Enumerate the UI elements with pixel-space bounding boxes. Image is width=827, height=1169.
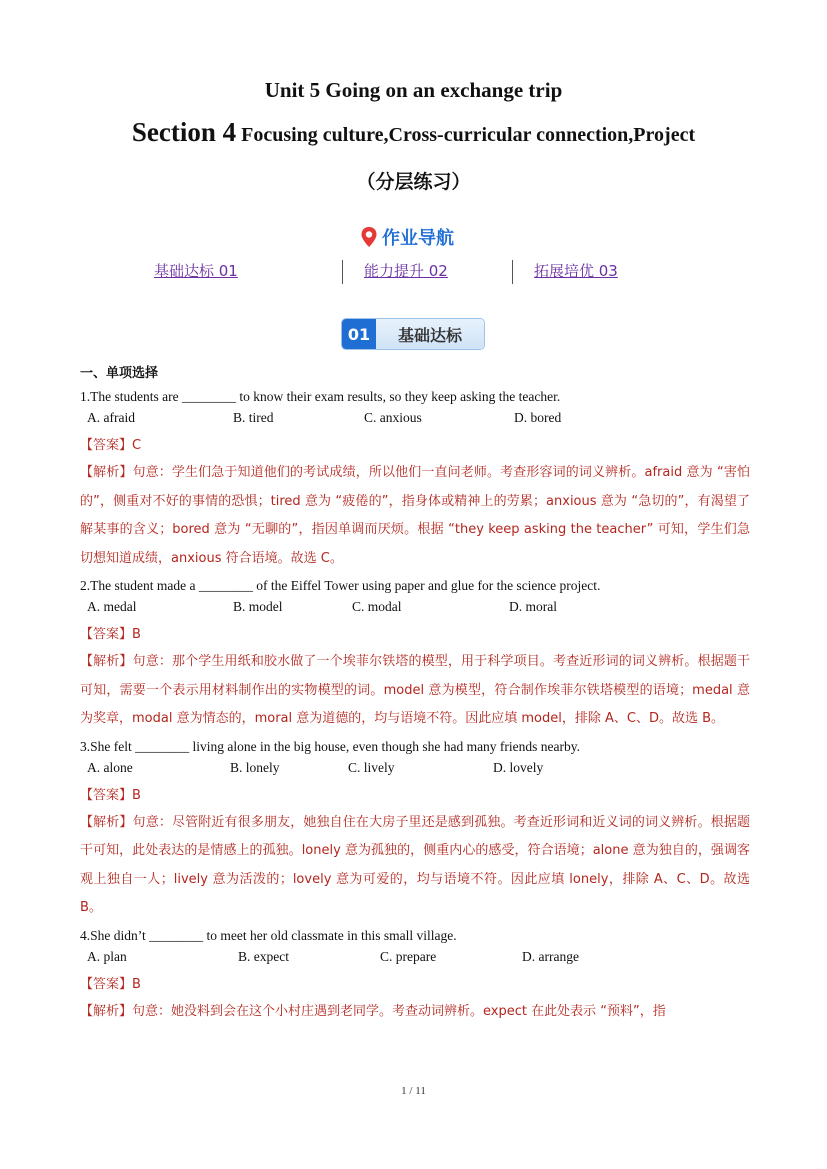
- question-list: [80, 386, 750, 1029]
- question-stem: 2.The student made a ________ of the Eiffel Tower using paper and glue for the science project.: [80, 578, 601, 593]
- section-title: [0, 117, 827, 148]
- option: B. lonely: [230, 759, 280, 775]
- document-title: Unit 5 Going on an exchange trip: [264, 78, 563, 102]
- question-options: [80, 599, 750, 624]
- question-stem: 3.She felt ________ living alone in the big house, even though she had many friends nearby.: [80, 738, 581, 754]
- answer: 【答案】B: [80, 787, 141, 803]
- answer: 【答案】B: [80, 976, 141, 992]
- nav-link-ability[interactable]: 能力提升 02: [364, 262, 448, 280]
- section-subtitle: Focusing culture,Cross-curricular connection,Project: [236, 124, 696, 146]
- option: B. tired: [233, 410, 274, 425]
- nav-divider: [512, 260, 513, 284]
- question-options: [80, 410, 750, 435]
- option: D. moral: [509, 599, 557, 614]
- explanation: 【解析】句意：尽管附近有很多朋友，她独自住在大房子里还是感到孤独。考查近形词和近义词的词义辨析。根据题干可知，此处表达的是情感上的孤独。lonely 意为孤独的，侧重内心的感受，符合语境；alone 意为独自的，强调客观上独自一人；lively 意为活泼的；lovely 意为可爱的，均与语境不符。因此应填 lonely，排除 A、C、D。故选 B。: [80, 814, 750, 915]
- section-heading: 一、单项选择: [80, 366, 159, 381]
- answer: 【答案】C: [80, 438, 142, 453]
- option: A. medal: [87, 599, 137, 614]
- option: B. model: [233, 599, 283, 614]
- option: C. prepare: [380, 948, 437, 964]
- option: C. lively: [348, 759, 395, 775]
- option: B. expect: [238, 948, 289, 964]
- option: A. plan: [87, 948, 127, 964]
- option: C. modal: [352, 599, 402, 614]
- section-number: Section 4: [131, 117, 237, 147]
- option: D. arrange: [522, 948, 579, 964]
- option: A. alone: [87, 759, 133, 775]
- nav-link-extension[interactable]: 拓展培优 03: [534, 262, 618, 280]
- option: D. bored: [514, 410, 562, 425]
- page-number: 1 / 11: [401, 1085, 426, 1097]
- homework-nav: [150, 260, 650, 286]
- explanation: 【解析】句意：那个学生用纸和胶水做了一个埃菲尔铁塔的模型，用于科学项目。考查近形词的词义辨析。根据题干可知，需要一个表示用材料制作出的实物模型的词。model 意为模型，符合制作埃菲尔铁塔模型的语境；medal 意为奖章，modal 意为情态的，moral 意为道德的，均与语境不符。因此应填 model，排除 A、C、D。故选 B。: [80, 654, 750, 726]
- option: C. anxious: [364, 410, 422, 425]
- nav-heading-text: 作业导航: [382, 228, 454, 249]
- level-badge-number: 01: [342, 319, 376, 349]
- question-options: [80, 760, 750, 785]
- homework-nav-heading: [360, 224, 454, 250]
- option: D. lovely: [493, 759, 544, 775]
- level-badge-label: 基础达标: [376, 319, 484, 349]
- nav-link-basic[interactable]: 基础达标 01: [154, 262, 238, 280]
- question-stem: 4.She didn’t ________ to meet her old classmate in this small village.: [80, 927, 457, 943]
- explanation: 【解析】句意：她没料到会在这个小村庄遇到老同学。考查动词辨析。expect 在此处表示 “预料”，指: [80, 1003, 666, 1019]
- nav-divider: [342, 260, 343, 284]
- explanation: 【解析】句意：学生们急于知道他们的考试成绩，所以他们一直问老师。考查形容词的词义辨析。afraid 意为 “害怕的”，侧重对不好的事情的恐惧；tired 意为 “疲倦的”，指身体或精神上的劳累；anxious 意为 “急切的”，有渴望了解某事的含义；bored 意为 “无聊的”，指因单调而厌烦。根据 “they keep asking the teacher” 可知，学生们急切想知道成绩，anxious 符合语境。故选 C。: [80, 465, 750, 566]
- question-options: [80, 949, 750, 974]
- answer: 【答案】B: [80, 627, 141, 642]
- option: A. afraid: [87, 410, 135, 425]
- question-stem: 1.The students are ________ to know their exam results, so they keep asking the teacher.: [80, 389, 561, 404]
- practice-label: （分层练习）: [356, 171, 471, 193]
- location-pin-icon: [360, 226, 378, 248]
- level-badge: [341, 318, 485, 350]
